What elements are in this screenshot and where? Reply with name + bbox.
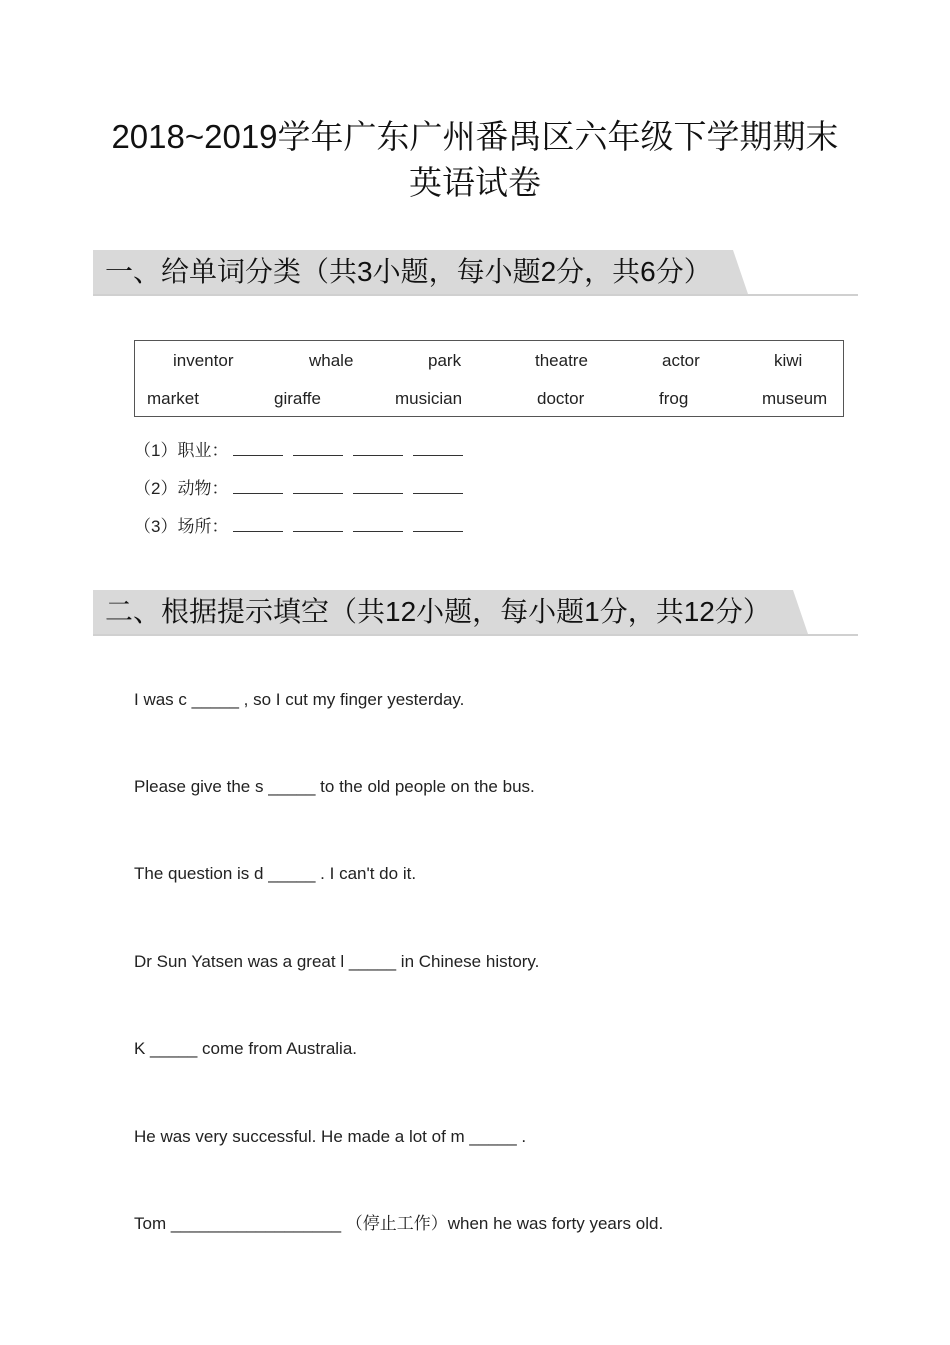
word-bank-word: frog xyxy=(659,389,689,408)
question-1: I was c _____ , so I cut my finger yesterday. xyxy=(134,690,465,709)
answer-blank[interactable] xyxy=(233,517,283,532)
answer-blank[interactable] xyxy=(293,517,343,532)
answer-blank[interactable] xyxy=(293,479,343,494)
answer-blank[interactable] xyxy=(353,517,403,532)
word-bank-word: whale xyxy=(309,351,354,370)
answer-blank[interactable] xyxy=(233,479,283,494)
category-label: （3）场所： xyxy=(134,517,229,536)
word-bank-word: actor xyxy=(662,351,700,370)
word-bank-word: park xyxy=(428,351,462,370)
question-6: He was very successful. He made a lot of m _____ . xyxy=(134,1127,527,1146)
category-jobs xyxy=(134,440,473,462)
answer-blank[interactable] xyxy=(293,441,343,456)
category-label: （2）动物： xyxy=(134,479,229,498)
title-line-1: 2018~2019学年广东广州番禺区六年级下学期期末 xyxy=(111,118,839,155)
answer-blank[interactable] xyxy=(413,517,463,532)
word-bank-word: inventor xyxy=(173,351,234,370)
document-title xyxy=(60,114,890,206)
question-2: Please give the s _____ to the old people on the bus. xyxy=(134,777,535,796)
question-5: K _____ come from Australia. xyxy=(134,1039,358,1058)
question-7: Tom __________________ （停止工作）when he was forty years old. xyxy=(134,1214,664,1233)
section-2-rule xyxy=(93,634,858,636)
section-2-heading: 二、根据提示填空（共12小题，每小题1分，共12分） xyxy=(105,596,771,627)
question-4: Dr Sun Yatsen was a great l _____ in Chinese history. xyxy=(134,952,540,971)
category-label: （1）职业： xyxy=(134,441,229,460)
section-1-heading: 一、给单词分类（共3小题，每小题2分，共6分） xyxy=(105,256,712,287)
category-places xyxy=(134,516,473,538)
word-bank-word: theatre xyxy=(535,351,588,370)
section-1-rule xyxy=(93,294,858,296)
question-3: The question is d _____ . I can't do it. xyxy=(134,864,417,883)
word-bank-word: kiwi xyxy=(774,351,803,370)
section-1-header xyxy=(93,250,858,296)
answer-blank[interactable] xyxy=(353,479,403,494)
word-bank-word: market xyxy=(147,389,199,408)
answer-blank[interactable] xyxy=(353,441,403,456)
word-bank-word: doctor xyxy=(537,389,585,408)
answer-blank[interactable] xyxy=(413,441,463,456)
section-2-header xyxy=(93,590,858,636)
answer-blank[interactable] xyxy=(233,441,283,456)
word-bank xyxy=(134,340,844,417)
category-animals xyxy=(134,478,473,500)
word-bank-word: giraffe xyxy=(274,389,321,408)
word-bank-word: museum xyxy=(762,389,828,408)
word-bank-word: musician xyxy=(395,389,463,408)
title-line-2: 英语试卷 xyxy=(409,164,541,201)
answer-blank[interactable] xyxy=(413,479,463,494)
